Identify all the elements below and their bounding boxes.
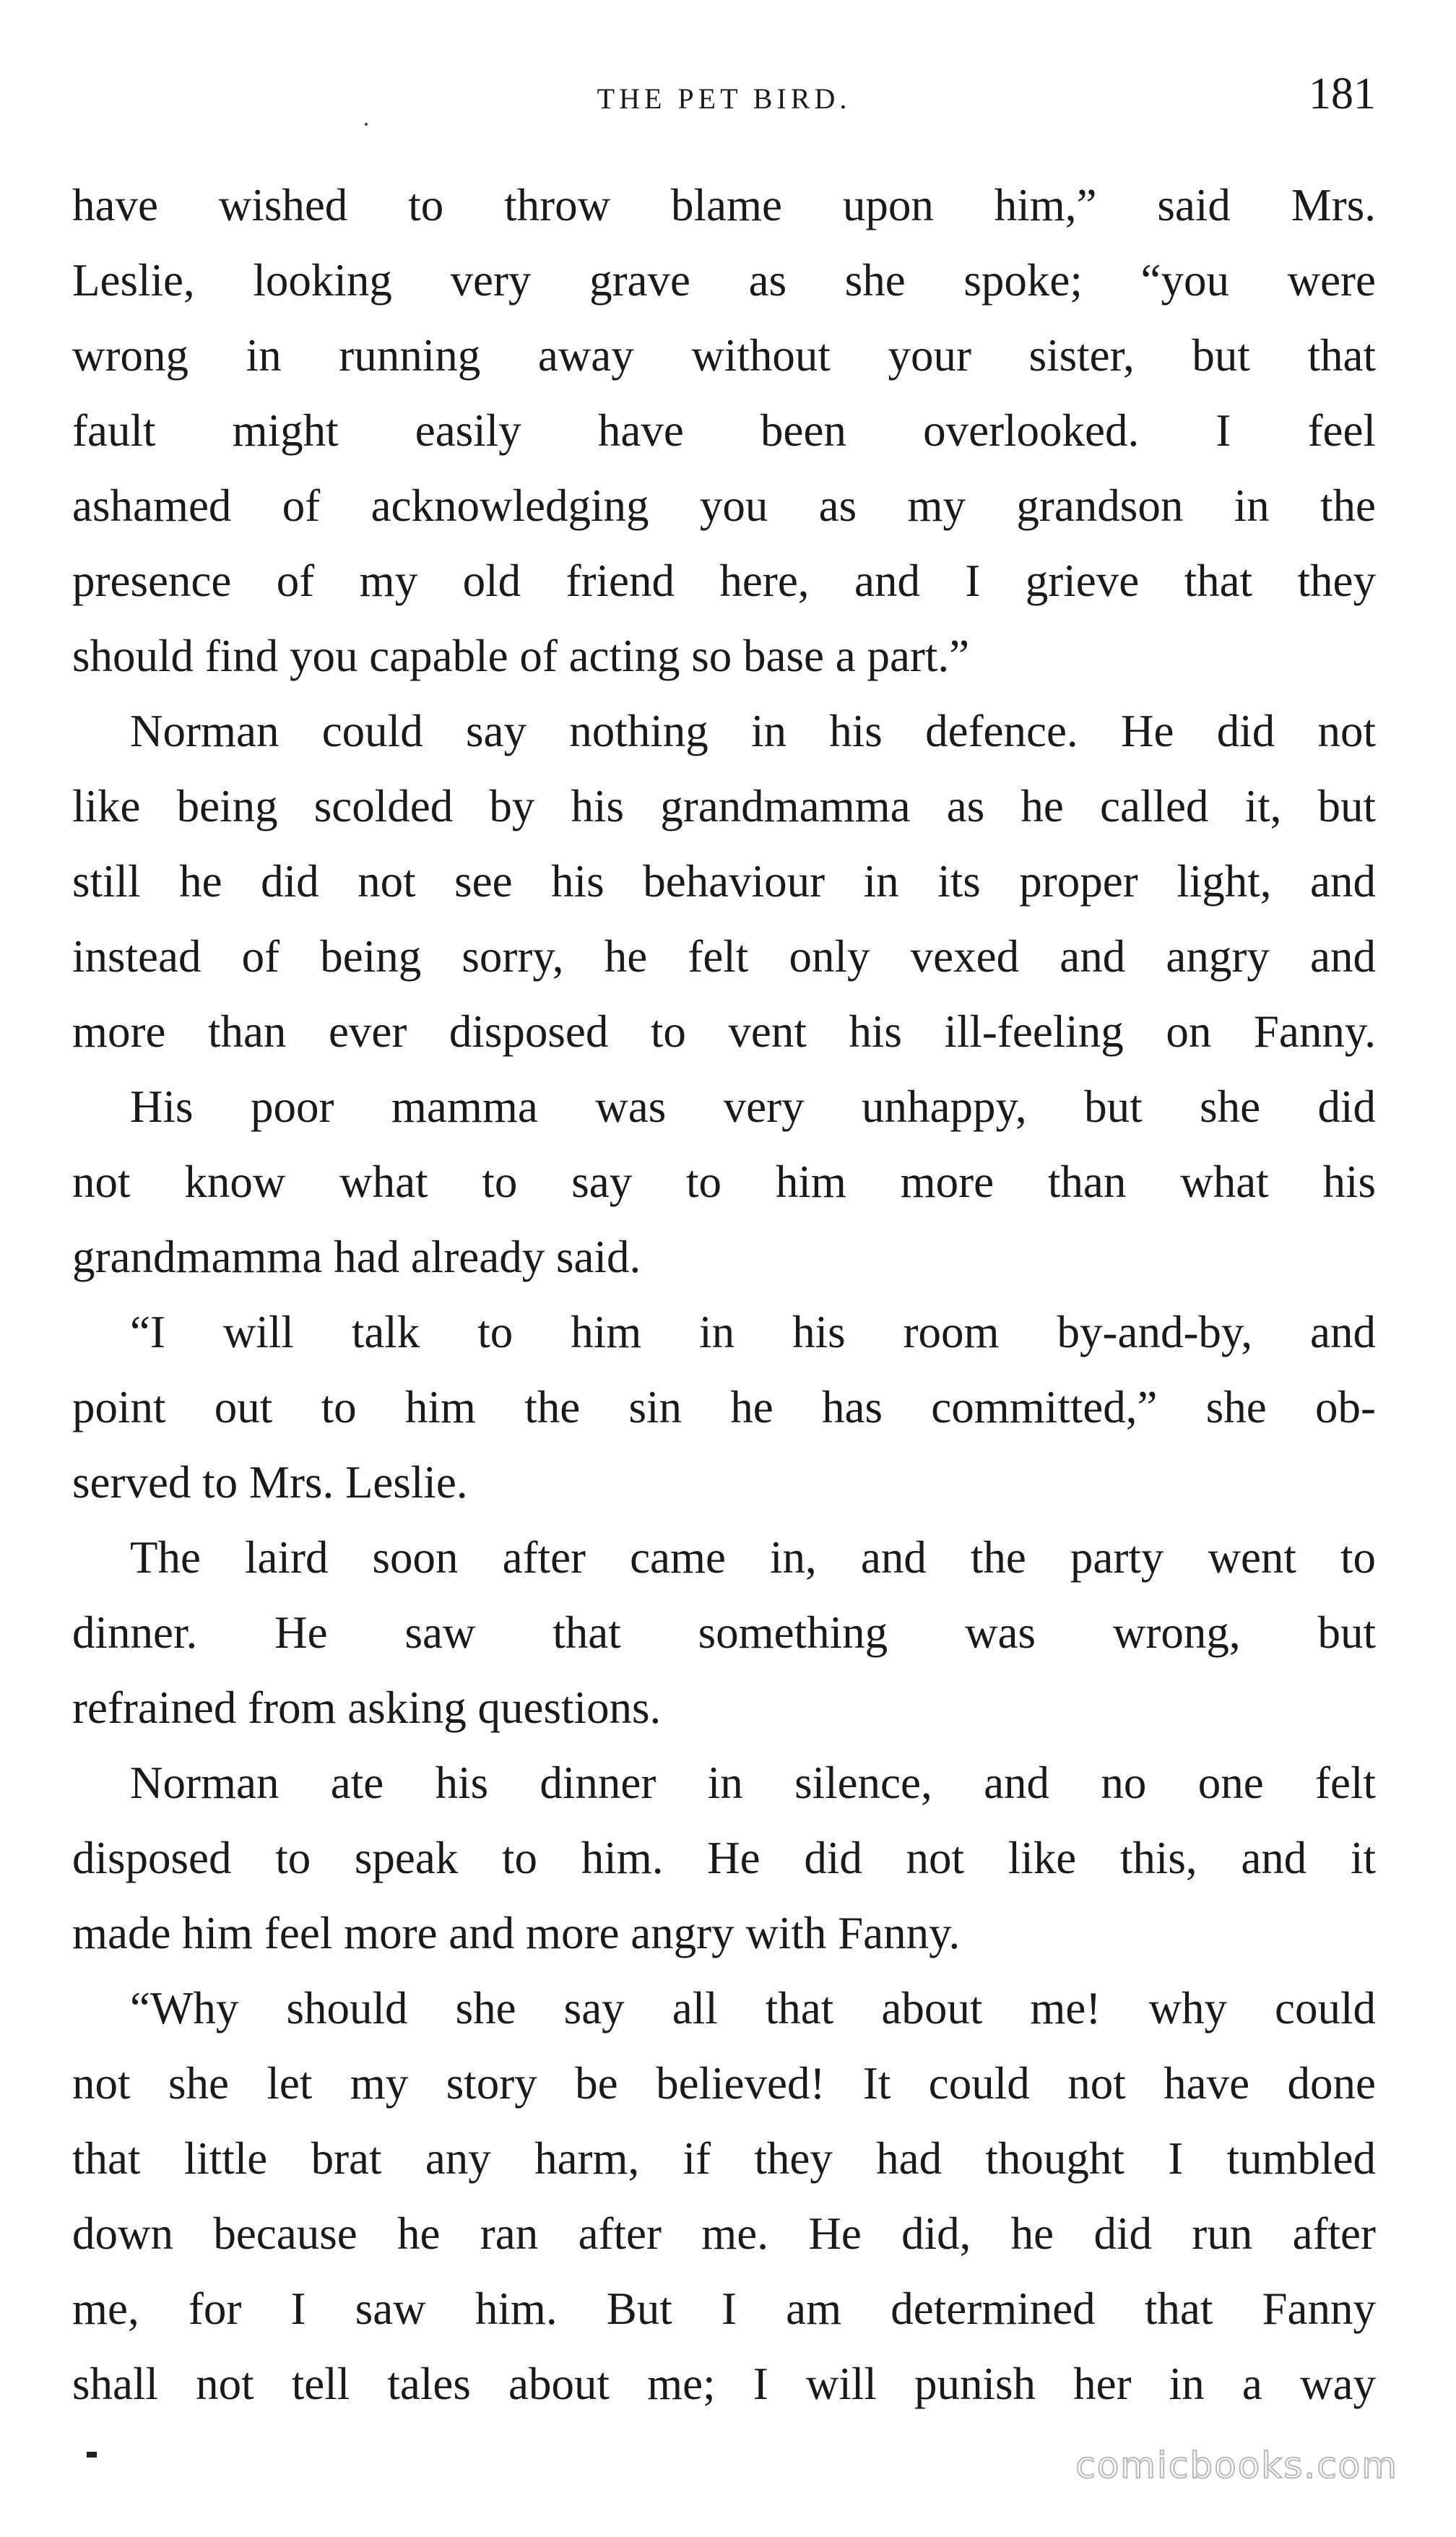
text-line: grandmamma had already said.	[72, 1232, 641, 1282]
text-line: “I will talk to him in his room by-and-by, and	[130, 1307, 1376, 1357]
text-line: “Why should she say all that about me! why could	[130, 1983, 1376, 2034]
text-line: presence of my old friend here, and I grieve that they	[72, 556, 1376, 606]
body-text	[72, 168, 1376, 2421]
text-line: not know what to say to him more than what his	[72, 1157, 1376, 1207]
paragraph	[72, 693, 1376, 1069]
text-line: that little brat any harm, if they had thought I tumbled	[72, 2133, 1376, 2184]
paragraph	[72, 1971, 1376, 2421]
paragraph	[72, 1520, 1376, 1745]
watermark: comicbooks.com	[1075, 2445, 1398, 2486]
text-line: point out to him the sin he has committed,” she ob-	[72, 1382, 1376, 1432]
text-line: dinner. He saw that something was wrong, but	[72, 1607, 1376, 1658]
print-mark	[87, 2452, 97, 2458]
running-title: THE PET BIRD.	[597, 82, 852, 115]
text-line: made him feel more and more angry with Fanny.	[72, 1908, 961, 1958]
text-line: should find you capable of acting so base a part.”	[72, 631, 970, 681]
text-line: like being scolded by his grandmamma as he called it, but	[72, 781, 1376, 831]
text-line: fault might easily have been overlooked. I feel	[72, 405, 1376, 456]
text-line: refrained from asking questions.	[72, 1682, 662, 1733]
text-line: Norman ate his dinner in silence, and no one felt	[130, 1758, 1376, 1808]
text-line: not she let my story be believed! It could not have done	[72, 2058, 1376, 2109]
running-head	[72, 69, 1376, 126]
text-line: Leslie, looking very grave as she spoke; “you were	[72, 255, 1376, 306]
text-line: served to Mrs. Leslie.	[72, 1457, 468, 1508]
text-line: me, for I saw him. But I am determined that Fanny	[72, 2283, 1376, 2334]
text-line: wrong in running away without your sister, but that	[72, 330, 1376, 381]
page-number: 181	[1309, 69, 1376, 118]
text-line: still he did not see his behaviour in its proper light, and	[72, 856, 1376, 907]
text-line: down because he ran after me. He did, he did run after	[72, 2208, 1376, 2259]
paragraph	[72, 1295, 1376, 1520]
text-line: instead of being sorry, he felt only vexed and angry and	[72, 931, 1376, 982]
text-line: The laird soon after came in, and the party went to	[130, 1532, 1376, 1583]
paragraph	[72, 168, 1376, 693]
text-line: His poor mamma was very unhappy, but she did	[130, 1081, 1376, 1132]
text-line: shall not tell tales about me; I will punish her in a way	[72, 2359, 1376, 2409]
text-line: disposed to speak to him. He did not like this, and it	[72, 1833, 1376, 1883]
paragraph	[72, 1745, 1376, 1971]
text-line: ashamed of acknowledging you as my grandson in the	[72, 480, 1376, 531]
text-line: Norman could say nothing in his defence. He did not	[130, 706, 1376, 756]
text-line: have wished to throw blame upon him,” said Mrs.	[72, 180, 1376, 230]
paragraph	[72, 1069, 1376, 1295]
text-line: more than ever disposed to vent his ill-feeling on Fanny.	[72, 1006, 1376, 1057]
